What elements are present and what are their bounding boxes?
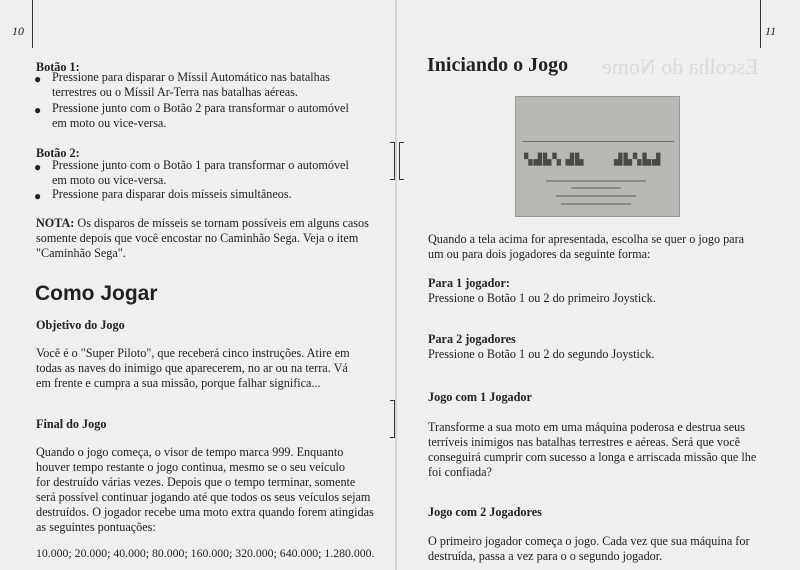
final-line5: destruídos. O jogador recebe uma moto extra quando forem atingidas — [36, 505, 374, 519]
intro-line2: um ou para dois jogadores da seguinte forma: — [428, 247, 651, 261]
jogo1-line3: conseguirá cumprir com sucesso a longa e arriscada missão que lhe — [428, 450, 757, 464]
binding-bracket — [399, 142, 404, 180]
bullet-icon: ● — [34, 72, 42, 86]
page-number-right: 11 — [765, 24, 777, 38]
title-screen-line — [571, 187, 621, 189]
final-line3: for destruído várias vezes. Depois que o tempo terminar, somente — [36, 475, 356, 489]
title-screen-line — [561, 203, 631, 205]
show-through-heading: Escolha do Nome — [602, 54, 759, 79]
jogo1-line2: terríveis inimigos nas batalhas terrestres e aéreas. Será que você — [428, 435, 741, 449]
como-jogar-heading: Como Jogar — [35, 282, 158, 305]
bullet-icon: ● — [34, 160, 42, 174]
p1-title: Para 1 jogador: — [428, 276, 510, 290]
bullet-icon: ● — [34, 103, 42, 117]
right-page — [397, 0, 800, 570]
page-number-left: 10 — [12, 24, 24, 38]
title-screen-line — [556, 195, 636, 197]
jogo1-line1: Transforme a sua moto em uma máquina poderosa e destrua seus — [428, 420, 746, 434]
jogo1-title: Jogo com 1 Jogador — [428, 390, 532, 404]
iniciando-heading: Iniciando o Jogo — [427, 54, 569, 76]
botao1-title: Botão 1: — [36, 60, 80, 74]
final-line2: houver tempo restante o jogo continua, mesmo se o seu veículo — [36, 460, 346, 474]
title-logo-right: ▟▙▚▙▟ — [614, 154, 662, 166]
nota-line3: "Caminhão Sega". — [36, 246, 126, 260]
objetivo-line2: todas as naves do inimigo que aparecerem, no ar ou na terra. Vá — [36, 361, 348, 375]
p2-text: Pressione o Botão 1 ou 2 do segundo Joystick. — [428, 347, 655, 361]
intro-line1: Quando a tela acima for apresentada, escolha se quer o jogo para — [428, 232, 745, 246]
nota-line2: somente depois que você encostar no Caminhão Sega. Veja o item — [36, 231, 359, 245]
right-page-edge-line — [760, 0, 761, 48]
final-line4: será possível continuar jogando até que todos os seus veículos sejam — [36, 490, 371, 504]
objetivo-line3: em frente e cumpra a sua missão, porque falhar significa... — [36, 376, 321, 390]
botao1-item1-line2: terrestres ou o Míssil Ar-Terra nas batalhas aéreas. — [52, 85, 298, 99]
jogo2-line1: O primeiro jogador começa o jogo. Cada vez que sua máquina for — [428, 534, 750, 548]
objetivo-title: Objetivo do Jogo — [36, 318, 125, 332]
bullet-icon: ● — [34, 189, 42, 203]
title-screen-line — [546, 180, 646, 182]
p2-title: Para 2 jogadores — [428, 332, 516, 346]
final-title: Final do Jogo — [36, 417, 107, 431]
final-line1: Quando o jogo começa, o visor de tempo marca 999. Enquanto — [36, 445, 344, 459]
botao1-item1-line1: Pressione para disparar o Míssil Automático nas batalhas — [52, 70, 330, 84]
jogo1-line4: foi confiada? — [428, 465, 492, 479]
botao1-item2-line1: Pressione junto com o Botão 2 para transformar o automóvel — [52, 101, 349, 115]
title-logo-left: ▚▟▙▚ ▟▙ — [524, 154, 585, 166]
p1-text: Pressione o Botão 1 ou 2 do primeiro Joystick. — [428, 291, 656, 305]
botao2-title: Botão 2: — [36, 146, 80, 160]
nota-text: Os disparos de mísseis se tornam possíveis em alguns casos — [74, 216, 369, 230]
botao2-item2-line1: Pressione para disparar dois mísseis simultâneos. — [52, 187, 292, 201]
objetivo-line1: Você é o "Super Piloto", que receberá cinco instruções. Atire em — [36, 346, 350, 360]
botao2-item1-line1: Pressione junto com o Botão 1 para transformar o automóvel — [52, 158, 349, 172]
left-page-edge-line — [32, 0, 33, 48]
botao2-item1-line2: em moto ou vice-versa. — [52, 173, 167, 187]
botao1-item2-line2: em moto ou vice-versa. — [52, 116, 167, 130]
title-screen-image — [515, 96, 680, 217]
left-page — [0, 0, 397, 570]
jogo2-line2: destruída, passa a vez para o o segundo jogador. — [428, 549, 663, 563]
final-line6: as seguintes pontuações: — [36, 520, 156, 534]
nota-line1 — [36, 216, 369, 231]
nota-label: NOTA: — [36, 216, 75, 230]
jogo2-title: Jogo com 2 Jogadores — [428, 505, 542, 519]
final-scores: 10.000; 20.000; 40.000; 80.000; 160.000; 320.000; 640.000; 1.280.000. — [36, 546, 375, 560]
